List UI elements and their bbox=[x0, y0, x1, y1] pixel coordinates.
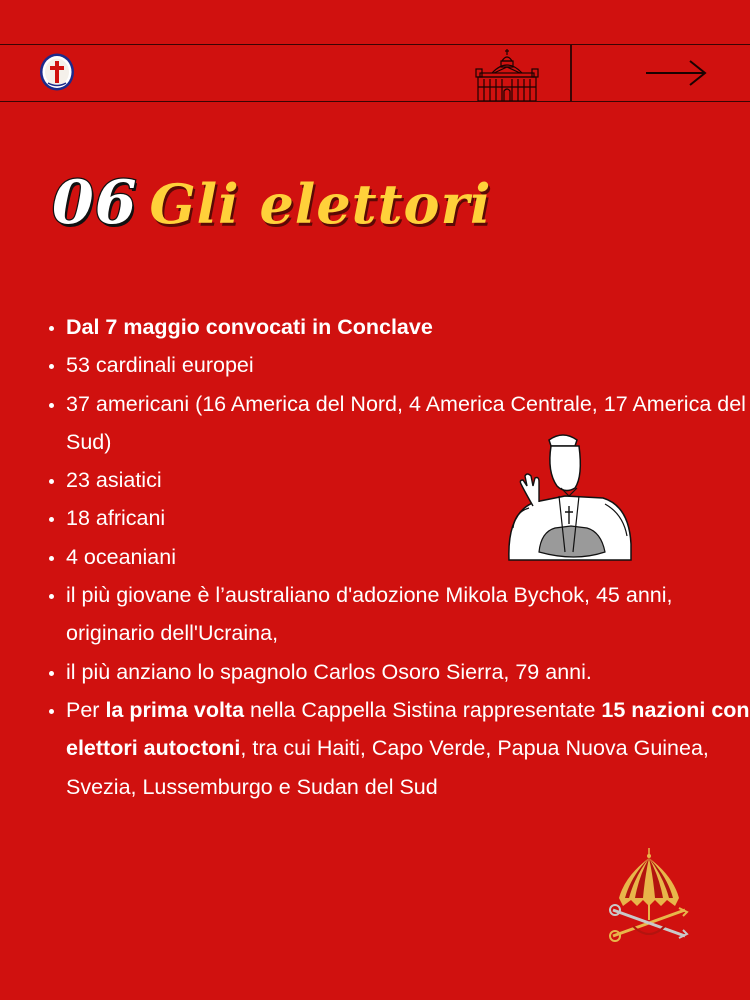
list-item bbox=[66, 308, 750, 346]
list-item: • 4 oceaniani bbox=[66, 538, 750, 576]
list-item: • 18 africani bbox=[66, 499, 750, 537]
list-item: • 37 americani (16 America del Nord, 4 America Centrale, 17 America del Sud) bbox=[66, 385, 750, 462]
list-item-bold-text: la prima volta bbox=[105, 697, 245, 722]
list-item-text: , tra cui Haiti, Capo Verde, Papua Nuova Guinea, Svezia, Lussemburgo e Sudan del Sud bbox=[66, 736, 709, 799]
list-item: • 23 asiatici bbox=[66, 461, 750, 499]
top-bar bbox=[0, 44, 750, 102]
title-number: 06 bbox=[52, 168, 138, 238]
arrow-right-icon[interactable] bbox=[644, 59, 708, 87]
title-text: Gli elettori bbox=[149, 172, 492, 236]
list-item: • il più anziano lo spagnolo Carlos Osoro Sierra, 79 anni. bbox=[66, 653, 750, 691]
papal-umbraculum-keys-icon bbox=[603, 846, 695, 946]
list-item: • il più giovane è l’australiano d'adozione Mikola Bychok, 45 anni, originario dell'Ucraina, bbox=[66, 576, 750, 653]
page-title bbox=[52, 168, 712, 258]
list-item-text: nella Cappella Sistina rappresentate bbox=[244, 697, 602, 722]
cross-emblem-icon bbox=[38, 52, 76, 92]
top-bar-divider bbox=[570, 45, 572, 101]
list-item-text: Per bbox=[66, 697, 106, 722]
list-item bbox=[66, 691, 750, 806]
pope-illustration-icon bbox=[505, 432, 633, 564]
list-item-bold-text: 15 nazioni con elettori autoctoni bbox=[66, 697, 750, 761]
list-item: • 53 cardinali europei bbox=[66, 346, 750, 384]
electors-list bbox=[43, 308, 750, 806]
list-item-bold-text: Dal 7 maggio convocati in Conclave bbox=[66, 315, 433, 339]
basilica-icon bbox=[474, 47, 540, 101]
